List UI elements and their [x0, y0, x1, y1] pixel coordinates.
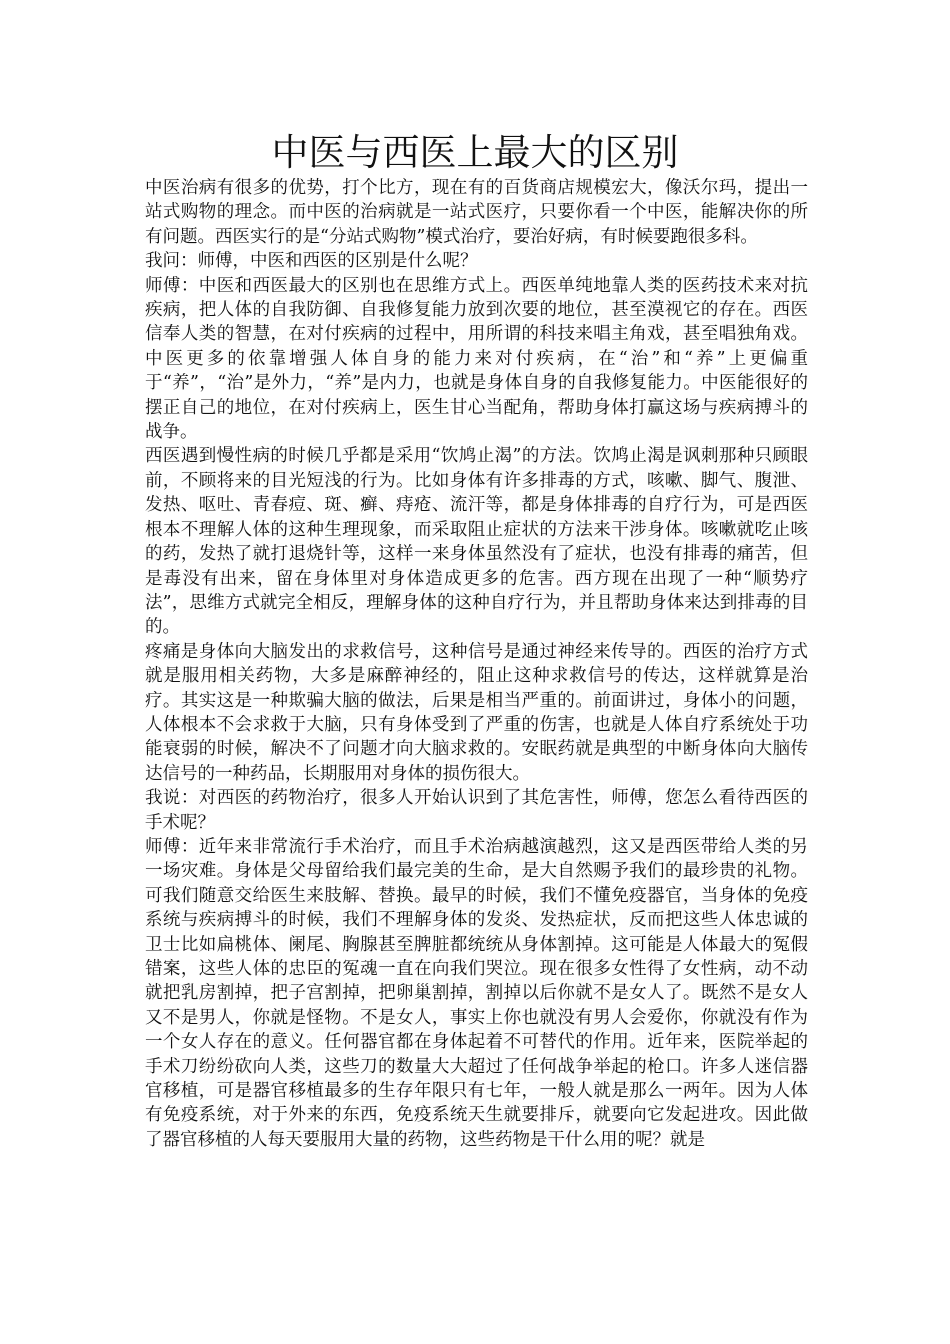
paragraph: 中医治病有很多的优势，打个比方，现在有的百货商店规模宏大，像沃尔玛，提出一站式购物的理念。而中医的治病就是一站式医疗，只要你看一个中医，能解决你的所有问题。西医实行的是“分站式购物”模式治疗，要治好病，有时候要跑很多科。: [145, 178, 808, 247]
document-body: [145, 176, 808, 1152]
paragraph: 我问：师傅，中医和西医的区别是什么呢？: [145, 251, 478, 272]
paragraph: 西医遇到慢性病的时候几乎都是采用“饮鸠止渴”的方法。饮鸠止渴是讽刺那种只顾眼前，不顾将来的目光短浅的行为。比如身体有许多排毒的方式，咳嗽、脚气、腹泄、发热、呕吐、青春痘、斑、癣、痔疮、流汗等，都是身体排毒的自疗行为，可是西医根本不理解人体的这种生理现象，而采取阻止症状的方法来干涉身体。咳嗽就吃止咳的药，发热了就打退烧针等，这样一来身体虽然没有了症状，也没有排毒的痛苦，但是毒没有出来，留在身体里对身体造成更多的危害。西方现在出现了一种“顺势疗法”，思维方式就完全相反，理解身体的这种自疗行为，并且帮助身体来达到排毒的目的。: [145, 446, 808, 638]
document-title: 中医与西医上最大的区别: [271, 131, 679, 174]
paragraph: 师傅：中医和西医最大的区别也在思维方式上。西医单纯地靠人类的医药技术来对抗疾病，把人体的自我防御、自我修复能力放到次要的地位，甚至漠视它的存在。西医信奉人类的智慧，在对付疾病的过程中，用所谓的科技来唱主角戏，甚至唱独角戏。中医更多的依靠增强人体自身的能力来对付疾病，在“治”和“养”上更偏重于“养”，“治”是外力，“养”是内力，也就是身体自身的自我修复能力。中医能很好的摆正自己的地位，在对付疾病上，医生甘心当配角，帮助身体打赢这场与疾病搏斗的战争。: [145, 275, 808, 443]
paragraph: 师傅：近年来非常流行手术治疗，而且手术治病越演越烈，这又是西医带给人类的另一场灾难。身体是父母留给我们最完美的生命，是大自然赐予我们的最珍贵的礼物。可我们随意交给医生来肢解、替换。最早的时候，我们不懂免疫器官，当身体的免疫系统与疾病搏斗的时候，我们不理解身体的发炎、发热症状，反而把这些人体忠诚的卫士比如扁桃体、阑尾、胸腺甚至脾脏都统统从身体割掉。这可能是人体最大的冤假错案，这些人体的忠臣的冤魂一直在向我们哭泣。现在很多女性得了女性病，动不动就把乳房割掉，把子宫割掉，把卵巢割掉，割掉以后你就不是女人了。既然不是女人又不是男人，你就是怪物。不是女人，事实上你也就没有男人会爱你，你就没有作为一个女人存在的意义。任何器官都在身体起着不可替代的作用。近年来，医院举起的手术刀纷纷砍向人类，这些刀的数量大大超过了任何战争举起的枪口。许多人迷信器官移植，可是器官移植最多的生存年限只有七年，一般人就是那么一两年。因为人体有免疫系统，对于外来的东西，免疫系统天生就要排斥，就要向它发起进攻。因此做了器官移植的人每天要服用大量的药物，这些药物是干什么用的呢？就是: [145, 836, 808, 1150]
paragraph: 疼痛是身体向大脑发出的求救信号，这种信号是通过神经来传导的。西医的治疗方式就是服用相关药物，大多是麻醉神经的，阻止这种求救信号的传达，这样就算是治疗。其实这是一种欺骗大脑的做法，后果是相当严重的。前面讲过，身体小的问题，人体根本不会求救于大脑，只有身体受到了严重的伤害，也就是人体自疗系统处于功能衰弱的时候，解决不了问题才向大脑求救的。安眠药就是典型的中断身体向大脑传达信号的一种药品，长期服用对身体的损伤很大。: [145, 641, 808, 784]
paragraph: 我说：对西医的药物治疗，很多人开始认识到了其危害性，师傅，您怎么看待西医的手术呢？: [145, 788, 808, 833]
